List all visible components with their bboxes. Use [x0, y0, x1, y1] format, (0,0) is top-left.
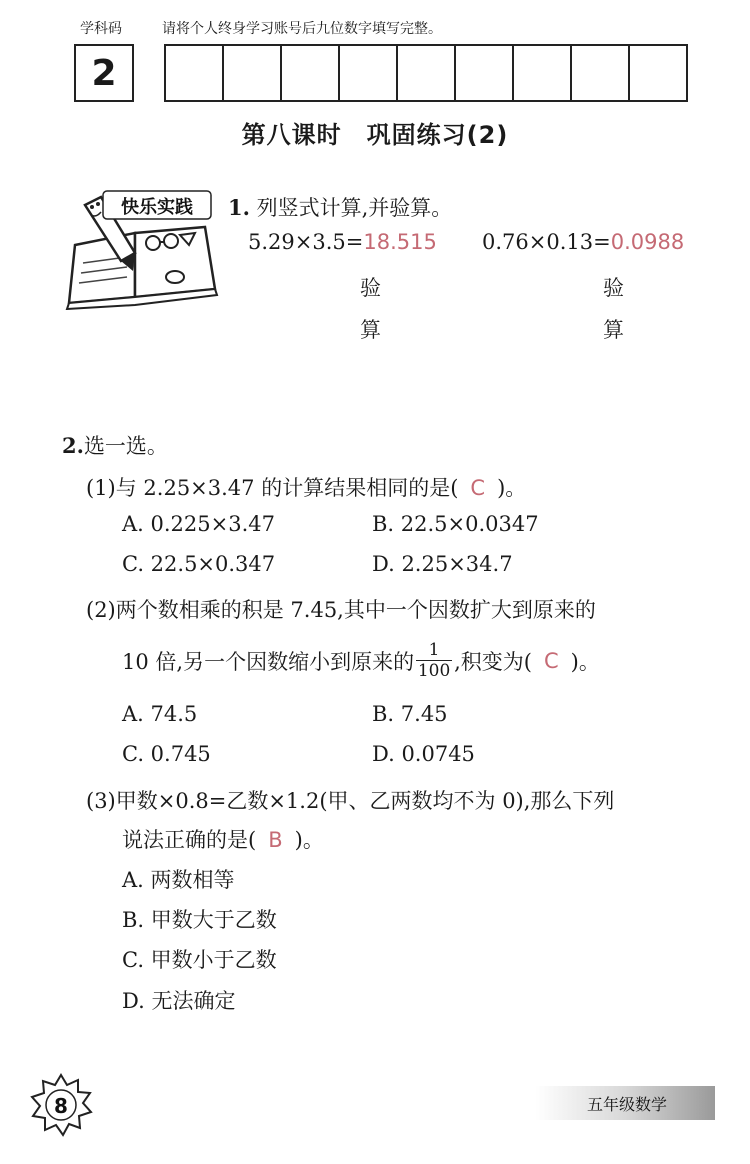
q1-answer-b: 0.0988	[610, 230, 685, 254]
account-digit-box[interactable]	[396, 44, 456, 102]
fraction-one-hundredth: $\frac{1}{100}$	[417, 640, 451, 681]
account-digit-box[interactable]	[628, 44, 688, 102]
page-number-badge	[28, 1072, 94, 1138]
account-digit-box[interactable]	[512, 44, 572, 102]
account-digit-box[interactable]	[454, 44, 514, 102]
q1-verify-label-a1: 验	[360, 276, 381, 300]
q1-verify-label-b2: 算	[603, 318, 624, 342]
q2-sub2-answer: C	[543, 648, 559, 673]
q2-sub1-option-b: B. 22.5×0.0347	[372, 512, 539, 536]
q2-sub2-option-a: A. 74.5	[122, 702, 198, 726]
q2-sub3-option-b: B. 甲数大于乙数	[122, 908, 277, 932]
q2-sub2-option-d: D. 0.0745	[372, 742, 475, 766]
q1-verify-label-a2: 算	[360, 318, 381, 342]
account-digit-box[interactable]	[280, 44, 340, 102]
subject-code-label: 学科码	[80, 21, 122, 37]
subject-code-digit: 2	[74, 44, 134, 102]
q1-expression-a: 5.29×3.5=18.515	[248, 230, 437, 254]
account-code-boxes	[74, 44, 688, 102]
q2-sub3-line2: 说法正确的是( B )。	[122, 828, 324, 852]
q2-sub2-option-b: B. 7.45	[372, 702, 448, 726]
q2-sub3-option-a: A. 两数相等	[122, 868, 235, 892]
q2-sub2-line1: (2)两个数相乘的积是 7.45,其中一个因数扩大到原来的	[86, 598, 596, 622]
q2-sub2-line2: 10 倍,另一个因数缩小到原来的 $\frac{1}{100}$ ,积变为( C )。	[122, 640, 600, 681]
q1-verify-label-b1: 验	[603, 276, 624, 300]
grade-label-tab	[535, 1086, 715, 1120]
q2-sub1-option-d: D. 2.25×34.7	[372, 552, 513, 576]
q1-number: 1.	[228, 195, 250, 220]
q2-sub1-answer: C	[470, 476, 486, 500]
q2-header	[62, 430, 168, 460]
q2-sub2-option-c: C. 0.745	[122, 742, 211, 766]
page-number: 8	[54, 1094, 68, 1118]
q1-header	[228, 192, 452, 222]
account-digit-box[interactable]	[570, 44, 630, 102]
q2-sub3-option-c: C. 甲数小于乙数	[122, 948, 277, 972]
account-digit-box[interactable]	[222, 44, 282, 102]
account-digit-box[interactable]	[338, 44, 398, 102]
q2-prompt: 选一选。	[83, 434, 168, 458]
q2-number: 2.	[62, 433, 84, 458]
q2-sub1-stem: (1)与 2.25×3.47 的计算结果相同的是( C )。	[86, 476, 527, 500]
q2-sub3-answer: B	[268, 828, 283, 852]
q2-sub1-option-c: C. 22.5×0.347	[122, 552, 276, 576]
book-pencil-icon	[55, 185, 225, 310]
lesson-title: 第八课时 巩固练习(2)	[241, 121, 509, 149]
q1-prompt: 列竖式计算,并验算。	[256, 196, 453, 220]
grade-label: 五年级数学	[586, 1095, 668, 1114]
q1-expression-b: 0.76×0.13=0.0988	[482, 230, 685, 254]
account-instruction: 请将个人终身学习账号后九位数字填写完整。	[162, 21, 442, 37]
q2-sub3-option-d: D. 无法确定	[122, 989, 236, 1013]
account-digit-box[interactable]	[164, 44, 224, 102]
badge-text: 快乐实践	[121, 197, 193, 218]
q2-sub1-option-a: A. 0.225×3.47	[122, 512, 275, 536]
q2-sub3-line1: (3)甲数×0.8=乙数×1.2(甲、乙两数均不为 0),那么下列	[86, 789, 615, 813]
q1-answer-a: 18.515	[363, 230, 437, 254]
